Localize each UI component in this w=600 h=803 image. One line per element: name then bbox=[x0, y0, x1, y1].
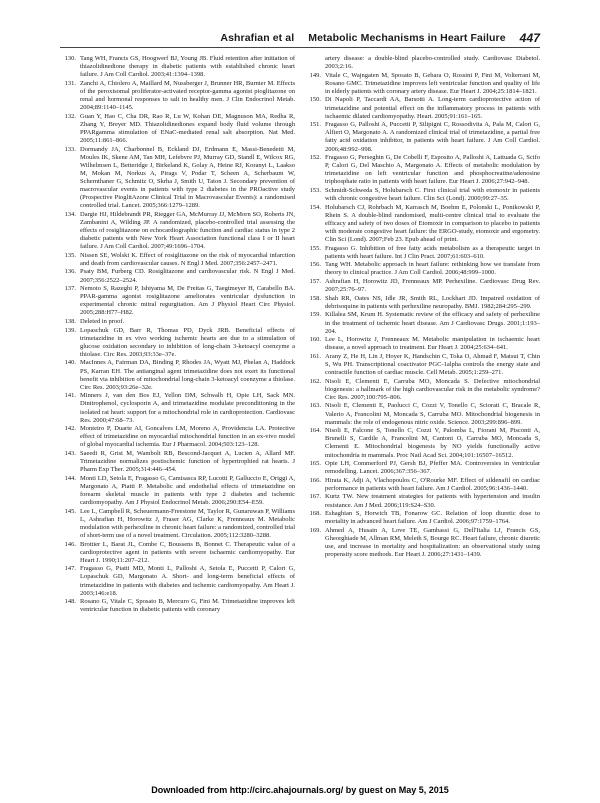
reference-text: MacInnes A, Fairman DA, Binding P, Rhodes JA, Wyatt MJ, Phelan A, Haddock PS, Karran EH. The antianginal agent trimetazidine does not exert its functional benefit via inhibition of mitochondrial long-chain 3-ketoacyl coenzyme a thiolase. Circ Res. 2003;93:26e–32e. bbox=[80, 359, 295, 391]
reference-number: 156. bbox=[309, 261, 321, 269]
reference-number: 168. bbox=[309, 510, 321, 518]
reference-text: Kurtz TW. New treatment strategies for patients with hypertension and insulin resistance. Am J Med. 2006;119:S24–S30. bbox=[325, 493, 540, 509]
reference-item bbox=[305, 55, 540, 71]
reference-item bbox=[60, 318, 295, 326]
reference-number: 148. bbox=[64, 598, 76, 606]
footer-prefix: Downloaded from bbox=[151, 785, 230, 795]
reference-item bbox=[305, 493, 540, 509]
reference-number: 165. bbox=[309, 460, 321, 468]
reference-text: artery disease: a double-blind placebo-controlled study. Cardiovasc Diabetol. 2003;2:16. bbox=[325, 55, 540, 71]
reference-text: Dargie HJ, Hildebrandt PR, Riegger GA, McMurray JJ, McMorn SO, Roberts JN, Zambanini A, Wilding JP. A randomized, placebo-controlled trial assessing the effects of rosiglitazone on echocardiographic function and cardiac status in type 2 diabetic patients with New York Heart Association functional class I or II heart failure. J Am Coll Cardiol. 2007;49:1696–1704. bbox=[80, 210, 295, 251]
reference-number: 142. bbox=[64, 425, 76, 433]
reference-text: Guan Y, Hao C, Cha DR, Rao R, Lu W, Kohan DE, Magnuson MA, Redha R, Zhang Y, Breyer MD. Thiazolidinediones expand body fluid volume through PPARgamma stimulation of ENaC-mediated renal salt absorption. Nat Med. 2005;11:861–866. bbox=[80, 112, 295, 144]
reference-number: 143. bbox=[64, 450, 76, 457]
reference-number: 145. bbox=[64, 507, 76, 515]
footer-link[interactable]: http://circ.ahajournals.org/ bbox=[229, 785, 344, 795]
reference-number: 164. bbox=[309, 427, 321, 435]
reference-text: Monteiro P, Duarte AI, Goncalves LM, Moreno A, Providencia LA. Protective effect of trimetazidine on myocardial mitochondrial function in an ex-vivo model of global myocardial ischemia. Eur J Pharmacol. 2004;503:123–128. bbox=[80, 425, 295, 449]
reference-text: Lee L, Horowitz J, Frenneaux M. Metabolic manipulation in ischaemic heart disease, a novel approach to treatment. Eur Heart J. 2004;25:634–641. bbox=[325, 336, 540, 352]
reference-text: Fragasso G. Inhibition of free fatty acids metabolism as a therapeutic target in patients with heart failure. Int J Clin Pract. 2007;61:603–610. bbox=[325, 244, 540, 260]
reference-item bbox=[60, 565, 295, 597]
reference-number: 154. bbox=[309, 203, 321, 211]
reference-number: 147. bbox=[64, 565, 76, 573]
reference-text: Dormandy JA, Charbonnel B, Eckland DJ, Erdmann E, Massi-Benedetti M, Moules IK, Skene AM, Tan MH, Lefebvre PJ, Murray GD, Standl E, Wilcox RG, Wilhelmsen L, Betteridge J, Birkeland K, Golay A, Heine RJ, Koranyi L, Laakso M, Mokan M, Norkus A, Pirags V, Podar T, Scheen A, Scherbaum W, Schernthaner G, Schmitz O, Skrha J, Smith U, Taton J. Secondary prevention of macrovascular events in patients with type 2 diabetes in the PROactive study (Prospective PioglitAzone Clinical Trial in Macrovascular Events): a randomised controlled trial. Lancet. 2005;366:1279–1289. bbox=[80, 145, 295, 210]
reference-number: 158. bbox=[309, 294, 321, 302]
references-section bbox=[60, 55, 540, 777]
reference-item bbox=[60, 55, 295, 79]
reference-text: Psaty BM, Furberg CD. Rosiglitazone and cardiovascular risk. N Engl J Med. 2007;356:2522–2524. bbox=[80, 268, 295, 284]
reference-text: Arany Z, He H, Lin J, Hoyer K, Handschin C, Toka O, Ahmad F, Matsui T, Chin S, Wu PH. Transcriptional coactivator PGC-1alpha controls the energy state and contractile function of cardiac muscle. Cell Metab. 2005;1:259–271. bbox=[325, 352, 540, 377]
reference-item bbox=[60, 475, 295, 507]
reference-text: Nisoli E, Clementi E, Carruba MO, Moncada S. Defective mitochondrial biogenesis: a hallmark of the high cardiovascular risk in the metabolic syndrome? Circ Res. 2007;100:795–806. bbox=[325, 377, 540, 401]
footer-suffix: by guest on May 5, 2015 bbox=[343, 785, 449, 795]
reference-number: 163. bbox=[309, 402, 321, 410]
reference-item bbox=[60, 113, 295, 145]
reference-item bbox=[60, 541, 295, 565]
reference-text: Nissen SE, Wolski K. Effect of rosiglitazone on the risk of myocardial infarction and death from cardiovascular causes. N Engl J Med. 2007;356:2457–2471. bbox=[80, 251, 295, 267]
reference-item bbox=[305, 121, 540, 153]
reference-text: Schmidt-Schweda S, Holubarsch C. First clinical trial with etomoxir in patients with chronic congestive heart failure. Clin Sci (Lond). 2000;99:27–35. bbox=[325, 187, 540, 203]
reference-number: 160. bbox=[309, 336, 321, 344]
reference-item bbox=[305, 527, 540, 559]
reference-number: 152. bbox=[309, 154, 321, 162]
reference-item bbox=[305, 96, 540, 120]
reference-text: Fragasso G, Piatti MD, Monti L, Palloshi A, Setola E, Puccetti P, Calori G, Lopaschuk GD, Margonato A. Short- and long-term beneficial effects of trimetazidine in patients with diabetes and ischemic cardiomyopathy. Am Heart J. 2003;146:e18. bbox=[80, 565, 295, 597]
download-footer bbox=[60, 785, 540, 795]
reference-number: 132. bbox=[64, 112, 76, 120]
reference-item bbox=[60, 327, 295, 359]
reference-number: 141. bbox=[64, 392, 76, 400]
reference-item bbox=[305, 154, 540, 186]
reference-item bbox=[305, 261, 540, 277]
reference-item bbox=[305, 336, 540, 352]
reference-item bbox=[305, 187, 540, 203]
reference-item bbox=[305, 402, 540, 426]
reference-text: Nisoli E, Clementi E, Paolucci C, Cozzi V, Tonello C, Sciorati C, Bracale R, Valerio A, Francolini M, Moncada S, Carruba MO. Mitochondrial biogenesis in mammals: the role of endogenous nitric oxide. Science. 2003;299:896–899. bbox=[325, 402, 540, 426]
reference-number: 166. bbox=[309, 476, 321, 484]
reference-text: Fragasso G, Palloshi A, Puccetti P, Silipigni C, Rossodivita A, Pala M, Calori G, Alfieri O, Margonato A. A randomized clinical trial of trimetazidine, a partial free fatty acid oxidation inhibitor, in patients with heart failure. J Am Coll Cardiol. 2006;48:992–998. bbox=[325, 121, 540, 153]
reference-item bbox=[305, 477, 540, 493]
reference-number: 149. bbox=[309, 71, 321, 79]
reference-number: 157. bbox=[309, 278, 321, 286]
reference-text: Ahmed A, Husain A, Love TE, Gambassi G, Dell'Italia LJ, Francis GS, Gheorghiade M, Allman RM, Meleth S, Bourge RC. Heart failure, chronic diuretic use, and increase in mortality and hospitalization: an observational study using propensity score methods. Eur Heart J. 2006;27:1431–1439. bbox=[325, 526, 540, 559]
reference-text: Deleted in proof. bbox=[80, 318, 125, 325]
reference-text: Ashrafian H, Horowitz JD, Frenneaux MP. Perhexiline. Cardiovasc Drug Rev. 2007;25:76–97. bbox=[325, 278, 540, 294]
reference-item bbox=[60, 211, 295, 251]
reference-item bbox=[305, 510, 540, 526]
reference-item bbox=[60, 359, 295, 391]
reference-item bbox=[60, 80, 295, 112]
reference-item bbox=[305, 378, 540, 402]
reference-text: Holubarsch CJ, Rohrbach M, Karrasch M, Boehm E, Polonski L, Ponikowski P, Rhein S. A double-blind randomised, multi-centre clinical trial to evaluate the efficacy and safety of two doses of Etomoxir in comparison to placebo in patients with moderate congestive heart failure: the ERGO-study, etomoxir and ergometry. Clin Sci (Lond). 2007;Feb 23. Epub ahead of print. bbox=[325, 203, 540, 244]
reference-item bbox=[60, 450, 295, 474]
reference-number: 155. bbox=[309, 244, 321, 252]
reference-number: 153. bbox=[309, 187, 321, 194]
reference-item bbox=[305, 353, 540, 377]
reference-number: 169. bbox=[309, 526, 321, 534]
reference-item bbox=[305, 204, 540, 244]
reference-number: 137. bbox=[64, 285, 76, 293]
references-right-column bbox=[305, 55, 540, 777]
reference-item bbox=[60, 598, 295, 614]
reference-text: Saeedi R, Grist M, Wambolt RB, Bescond-Jacquet A, Lucien A, Allard MF. Trimetazidine normalizes postischemic function of hypertrophied rat hearts. J Pharm Exp Ther. 2005;314:446–454. bbox=[80, 450, 295, 474]
header-rule bbox=[60, 47, 540, 48]
reference-text: Rosano G, Vitale C, Sposato B, Mercuro G, Fini M. Trimetazidine improves left ventricular function in diabetic patients with coronary bbox=[80, 598, 295, 614]
reference-list-left bbox=[60, 55, 295, 614]
reference-number: 150. bbox=[309, 96, 321, 104]
reference-text: Shah RR, Oates NS, Idle JR, Smith RL, Lockhart JD. Impaired oxidation of debrisoquine in patients with perhexiline neuropathy. BMJ. 1982;284:295–299. bbox=[325, 294, 540, 310]
header-authors: Ashrafian et al bbox=[220, 32, 295, 44]
reference-text: Vitale C, Wajngaten M, Sposato B, Gebara O, Rossini P, Fini M, Volterrani M, Rosano GMC. Trimetazidine improves left ventricular function and quality of life in elderly patients with coronary artery disease. Eur Heart J. 2004;25:1814–1821. bbox=[325, 71, 540, 95]
reference-item bbox=[60, 425, 295, 449]
reference-number: 134. bbox=[64, 210, 76, 218]
reference-number: 144. bbox=[64, 474, 76, 482]
reference-text: Hirata K, Adji A, Vlachopoulos C, O'Rourke MF. Effect of sildenafil on cardiac performance in patients with heart failure. Am J Cardiol. 2005;96:1436–1440. bbox=[325, 476, 540, 492]
reference-item bbox=[305, 427, 540, 459]
reference-text: Tang WH. Metabolic approach in heart failure: rethinking how we translate from theory to clinical practice. J Am Coll Cardiol. 2006;48:999–1000. bbox=[325, 261, 540, 277]
reference-item bbox=[60, 252, 295, 268]
reference-text: Nemoto S, Razeghi P, Ishiyama M, De Freitas G, Taegtmeyer H, Carabello BA. PPAR-gamma agonist rosiglitazone ameliorates ventricular dysfunction in experimental chronic mitral regurgitation. Am J Physiol Heart Circ Physiol. 2005;288:H77–H82. bbox=[80, 285, 295, 317]
reference-text: Eshaghian S, Horwich TB, Fonarow GC. Relation of loop diuretic dose to mortality in advanced heart failure. Am J Cardiol. 2006;97:1759–1764. bbox=[325, 510, 540, 526]
reference-item bbox=[60, 268, 295, 284]
reference-number: 159. bbox=[309, 311, 321, 319]
reference-number: 151. bbox=[309, 121, 321, 129]
reference-item bbox=[60, 508, 295, 540]
reference-text: Nisoli E, Falcone S, Tonello C, Cozzi V, Palomba L, Fiorani M, Pisconti A, Brunelli S, Cardile A, Francolini M, Cantoni O, Carruba MO, Moncada S, Clementi E. Mitochondrial biogenesis by NO yields functionally active mitochondria in mammals. Proc Natl Acad Sci. 2004;101:16507–16512. bbox=[325, 427, 540, 459]
reference-text: Lee L, Campbell R, Scheuermann-Freestone M, Taylor R, Gunaruwan P, Williams L, Ashrafian H, Horowitz J, Fraser AG, Clarke K, Frenneaux M. Metabolic modulation with perhexiline in chronic heart failure: a randomized, controlled trial of short-term use of a novel treatment. Circulation. 2005;112:3280–3288. bbox=[80, 507, 295, 539]
reference-text: Brottier L, Barat JL, Combe C, Boussens B, Bonnet C. Therapeutic value of a cardioprotective agent in patients with severe ischaemic cardiomyopathy. Eur Heart J. 1990;11:207–212. bbox=[80, 540, 295, 564]
reference-text: Tang WH, Francis GS, Hoogwerf BJ, Young JB. Fluid retention after initiation of thiazolidinedione therapy in diabetic patients with established chronic heart failure. J Am Coll Cardiol. 2003;41:1394–1398. bbox=[80, 55, 295, 79]
reference-text: Lopaschuk GD, Barr R, Thomas PD, Dyck JRB. Beneficial effects of trimetazidine in ex vivo working ischemic hearts are due to a stimulation of glucose oxidation secondary to inhibition of long-chain 3-ketoacyl coenzyme a thiolase. Circ Res. 2003;93:33e–37e. bbox=[80, 326, 295, 358]
page-number: 447 bbox=[519, 31, 540, 45]
header-title: Metabolic Mechanisms in Heart Failure bbox=[308, 32, 506, 44]
reference-item bbox=[305, 311, 540, 335]
reference-item bbox=[60, 146, 295, 211]
reference-number: 139. bbox=[64, 326, 76, 334]
reference-item bbox=[305, 72, 540, 96]
reference-number: 167. bbox=[309, 493, 321, 501]
reference-text: Monti LD, Setola E, Fragasso G, Camisasca RP, Lucotti P, Galluccio E, Origgi A, Margonato A, Piatti P. Metabolic and endothelial effects of trimetazidine on forearm skeletal muscle in patients with type 2 diabetes and ischemic cardiomyopathy. Am J Physiol Endocrinol Metab. 2006;290:E54–E59. bbox=[80, 474, 295, 507]
reference-item bbox=[305, 278, 540, 294]
reference-number: 135. bbox=[64, 251, 76, 259]
references-left-column bbox=[60, 55, 295, 777]
reference-item bbox=[60, 392, 295, 424]
reference-item bbox=[305, 245, 540, 261]
reference-text: Fragasso G, Perseghin G, De Cobelli F, Esposito A, Palloshi A, Lattuada G, Scifo P, Calori G, Del Maschio A, Margonato A. Effects of metabolic modulation by trimetazidine on left ventricular function and phosphocreatine/adenosine triphosphate ratio in patients with heart failure. Eur Heart J. 2006;27:942–948. bbox=[325, 154, 540, 186]
reference-item bbox=[60, 285, 295, 317]
reference-text: Opie LH, Commerford PJ, Gersh BJ, Pfeffer MA. Controversies in ventricular remodelling. Lancet. 2006;367:356–367. bbox=[325, 460, 540, 476]
reference-item bbox=[305, 460, 540, 476]
reference-number: 136. bbox=[64, 268, 76, 276]
reference-text: Zanchi A, Chiolero A, Maillard M, Nussberger J, Brunner HR, Burnier M. Effects of the peroxisomal proliferator-activated receptor-gamma agonist pioglitazone on renal and hormonal responses to salt in healthy men. J Clin Endocrinol Metab. 2004;89:1140–1145. bbox=[80, 79, 295, 112]
reference-number: 133. bbox=[64, 145, 76, 153]
reference-number: 146. bbox=[64, 540, 76, 548]
reference-item bbox=[305, 295, 540, 311]
reference-text: Di Napoli P, Taccardi AA, Barsotti A. Long-term cardioprotective action of trimetazidine and potential effect on the inflammatory process in patients with ischaemic dilated cardiomyopathy. Heart. 2005;91:161–165. bbox=[325, 96, 540, 120]
reference-number: 131. bbox=[64, 79, 76, 87]
reference-number: 161. bbox=[309, 352, 321, 360]
reference-number: 162. bbox=[309, 377, 321, 385]
reference-number: 138. bbox=[64, 318, 76, 325]
reference-text: Killalea SM, Krum H. Systematic review of the efficacy and safety of perhexiline in the treatment of ischemic heart disease. Am J Cardiovasc Drugs. 2001;1:193–204. bbox=[325, 311, 540, 335]
reference-number: 130. bbox=[64, 55, 76, 62]
reference-text: Minners J, van den Bos EJ, Yellon DM, Schwalb H, Opie LH, Sack MN. Dinitrophenol, cyclosporin A, and trimetazidine modulate preconditioning in the isolated rat heart: support for a mitochondrial role in cardioprotection. Cardiovasc Res. 2000;47:68–73. bbox=[80, 392, 295, 424]
reference-number: 140. bbox=[64, 359, 76, 367]
reference-list-right bbox=[305, 55, 540, 559]
running-header bbox=[60, 30, 540, 46]
